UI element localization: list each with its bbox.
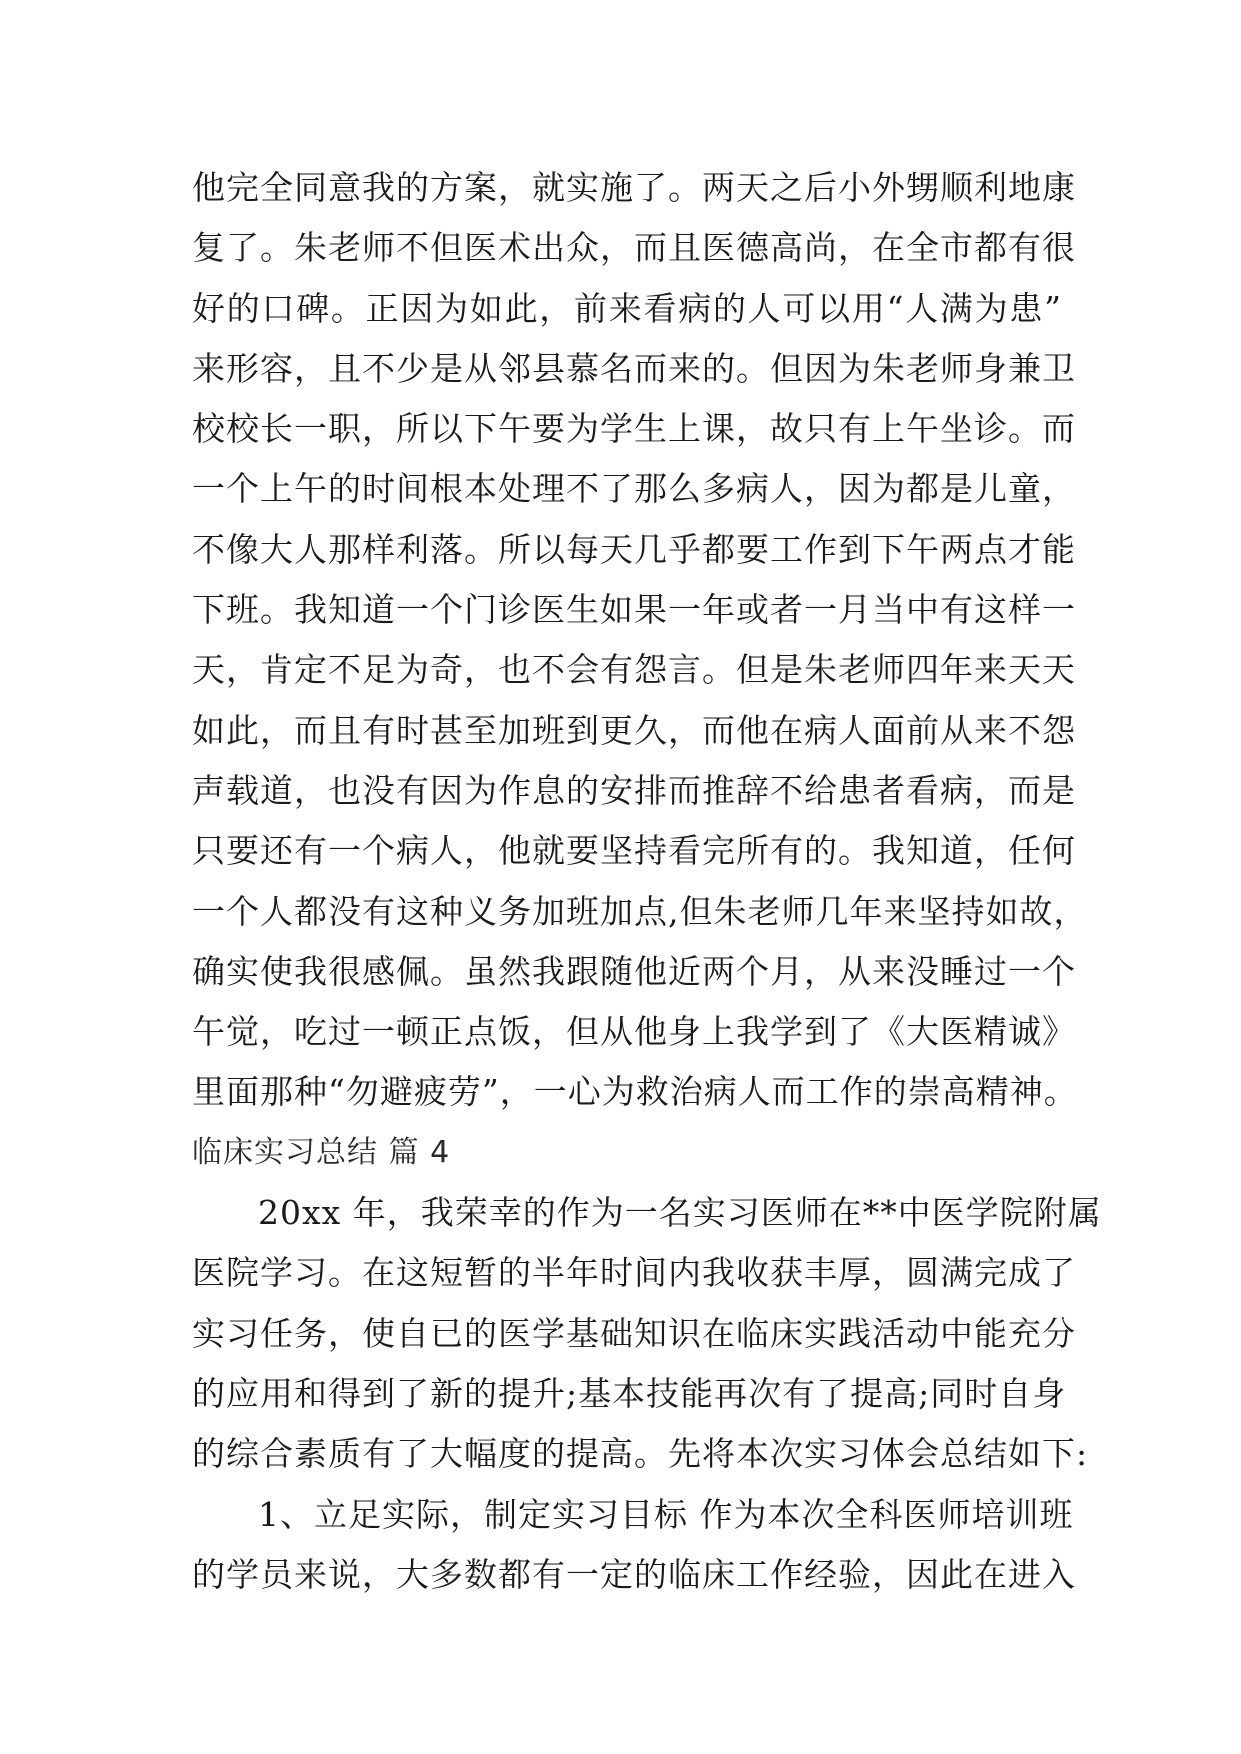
text-line: 如此，而且有时甚至加班到更久，而他在病人面前从来不怨 <box>192 710 1076 750</box>
text-line: 声载道，也没有因为作息的安排而推辞不给患者看病，而是 <box>192 770 1076 810</box>
text-line: 的应用和得到了新的提升;基本技能再次有了提高;同时自身 <box>192 1373 1067 1413</box>
text-line: 1、立足实际，制定实习目标 作为本次全科医师培训班 <box>258 1494 1074 1534</box>
text-line: 确实使我很感佩。虽然我跟随他近两个月，从来没睡过一个 <box>192 951 1076 991</box>
text-line: 下班。我知道一个门诊医生如果一年或者一月当中有这样一 <box>192 590 1076 630</box>
text-line: 只要还有一个病人，他就要坚持看完所有的。我知道，任何 <box>192 831 1076 871</box>
text-line: 一个上午的时间根本处理不了那么多病人，因为都是儿童， <box>192 469 1076 509</box>
text-line: 不像大人那样利落。所以每天几乎都要工作到下午两点才能 <box>192 529 1076 569</box>
text-line: 医院学习。在这短暂的半年时间内我收获丰厚，圆满完成了 <box>192 1253 1076 1293</box>
text-line: 的学员来说，大多数都有一定的临床工作经验，因此在进入 <box>192 1554 1076 1594</box>
text-line: 来形容，且不少是从邻县慕名而来的。但因为朱老师身兼卫 <box>192 348 1076 388</box>
document-body <box>192 158 1102 1605</box>
section-heading: 临床实习总结 篇 4 <box>192 1134 451 1170</box>
text-line: 好的口碑。正因为如此，前来看病的人可以用“人满为患” <box>192 288 1062 328</box>
text-line: 校校长一职，所以下午要为学生上课，故只有上午坐诊。而 <box>192 409 1076 449</box>
text-line: 20xx 年，我荣幸的作为一名实习医师在**中医学院附属 <box>258 1193 1102 1233</box>
text-line: 午觉，吃过一顿正点饭，但从他身上我学到了《大医精诚》 <box>192 1012 1076 1052</box>
text-line: 他完全同意我的方案，就实施了。两天之后小外甥顺利地康 <box>192 168 1076 207</box>
text-line: 实习任务，使自已的医学基础知识在临床实践活动中能充分 <box>192 1313 1076 1353</box>
text-line: 天，肯定不足为奇，也不会有怨言。但是朱老师四年来天天 <box>192 650 1076 690</box>
text-line: 复了。朱老师不但医术出众，而且医德高尚，在全市都有很 <box>192 228 1076 268</box>
text-line: 里面那种“勿避疲劳”，一心为救治病人而工作的崇高精神。 <box>192 1072 1078 1112</box>
text-line: 的综合素质有了大幅度的提高。先将本次实习体会总结如下: <box>192 1434 1089 1474</box>
text-line: 一个人都没有这种义务加班加点,但朱老师几年来坚持如故， <box>192 891 1088 931</box>
